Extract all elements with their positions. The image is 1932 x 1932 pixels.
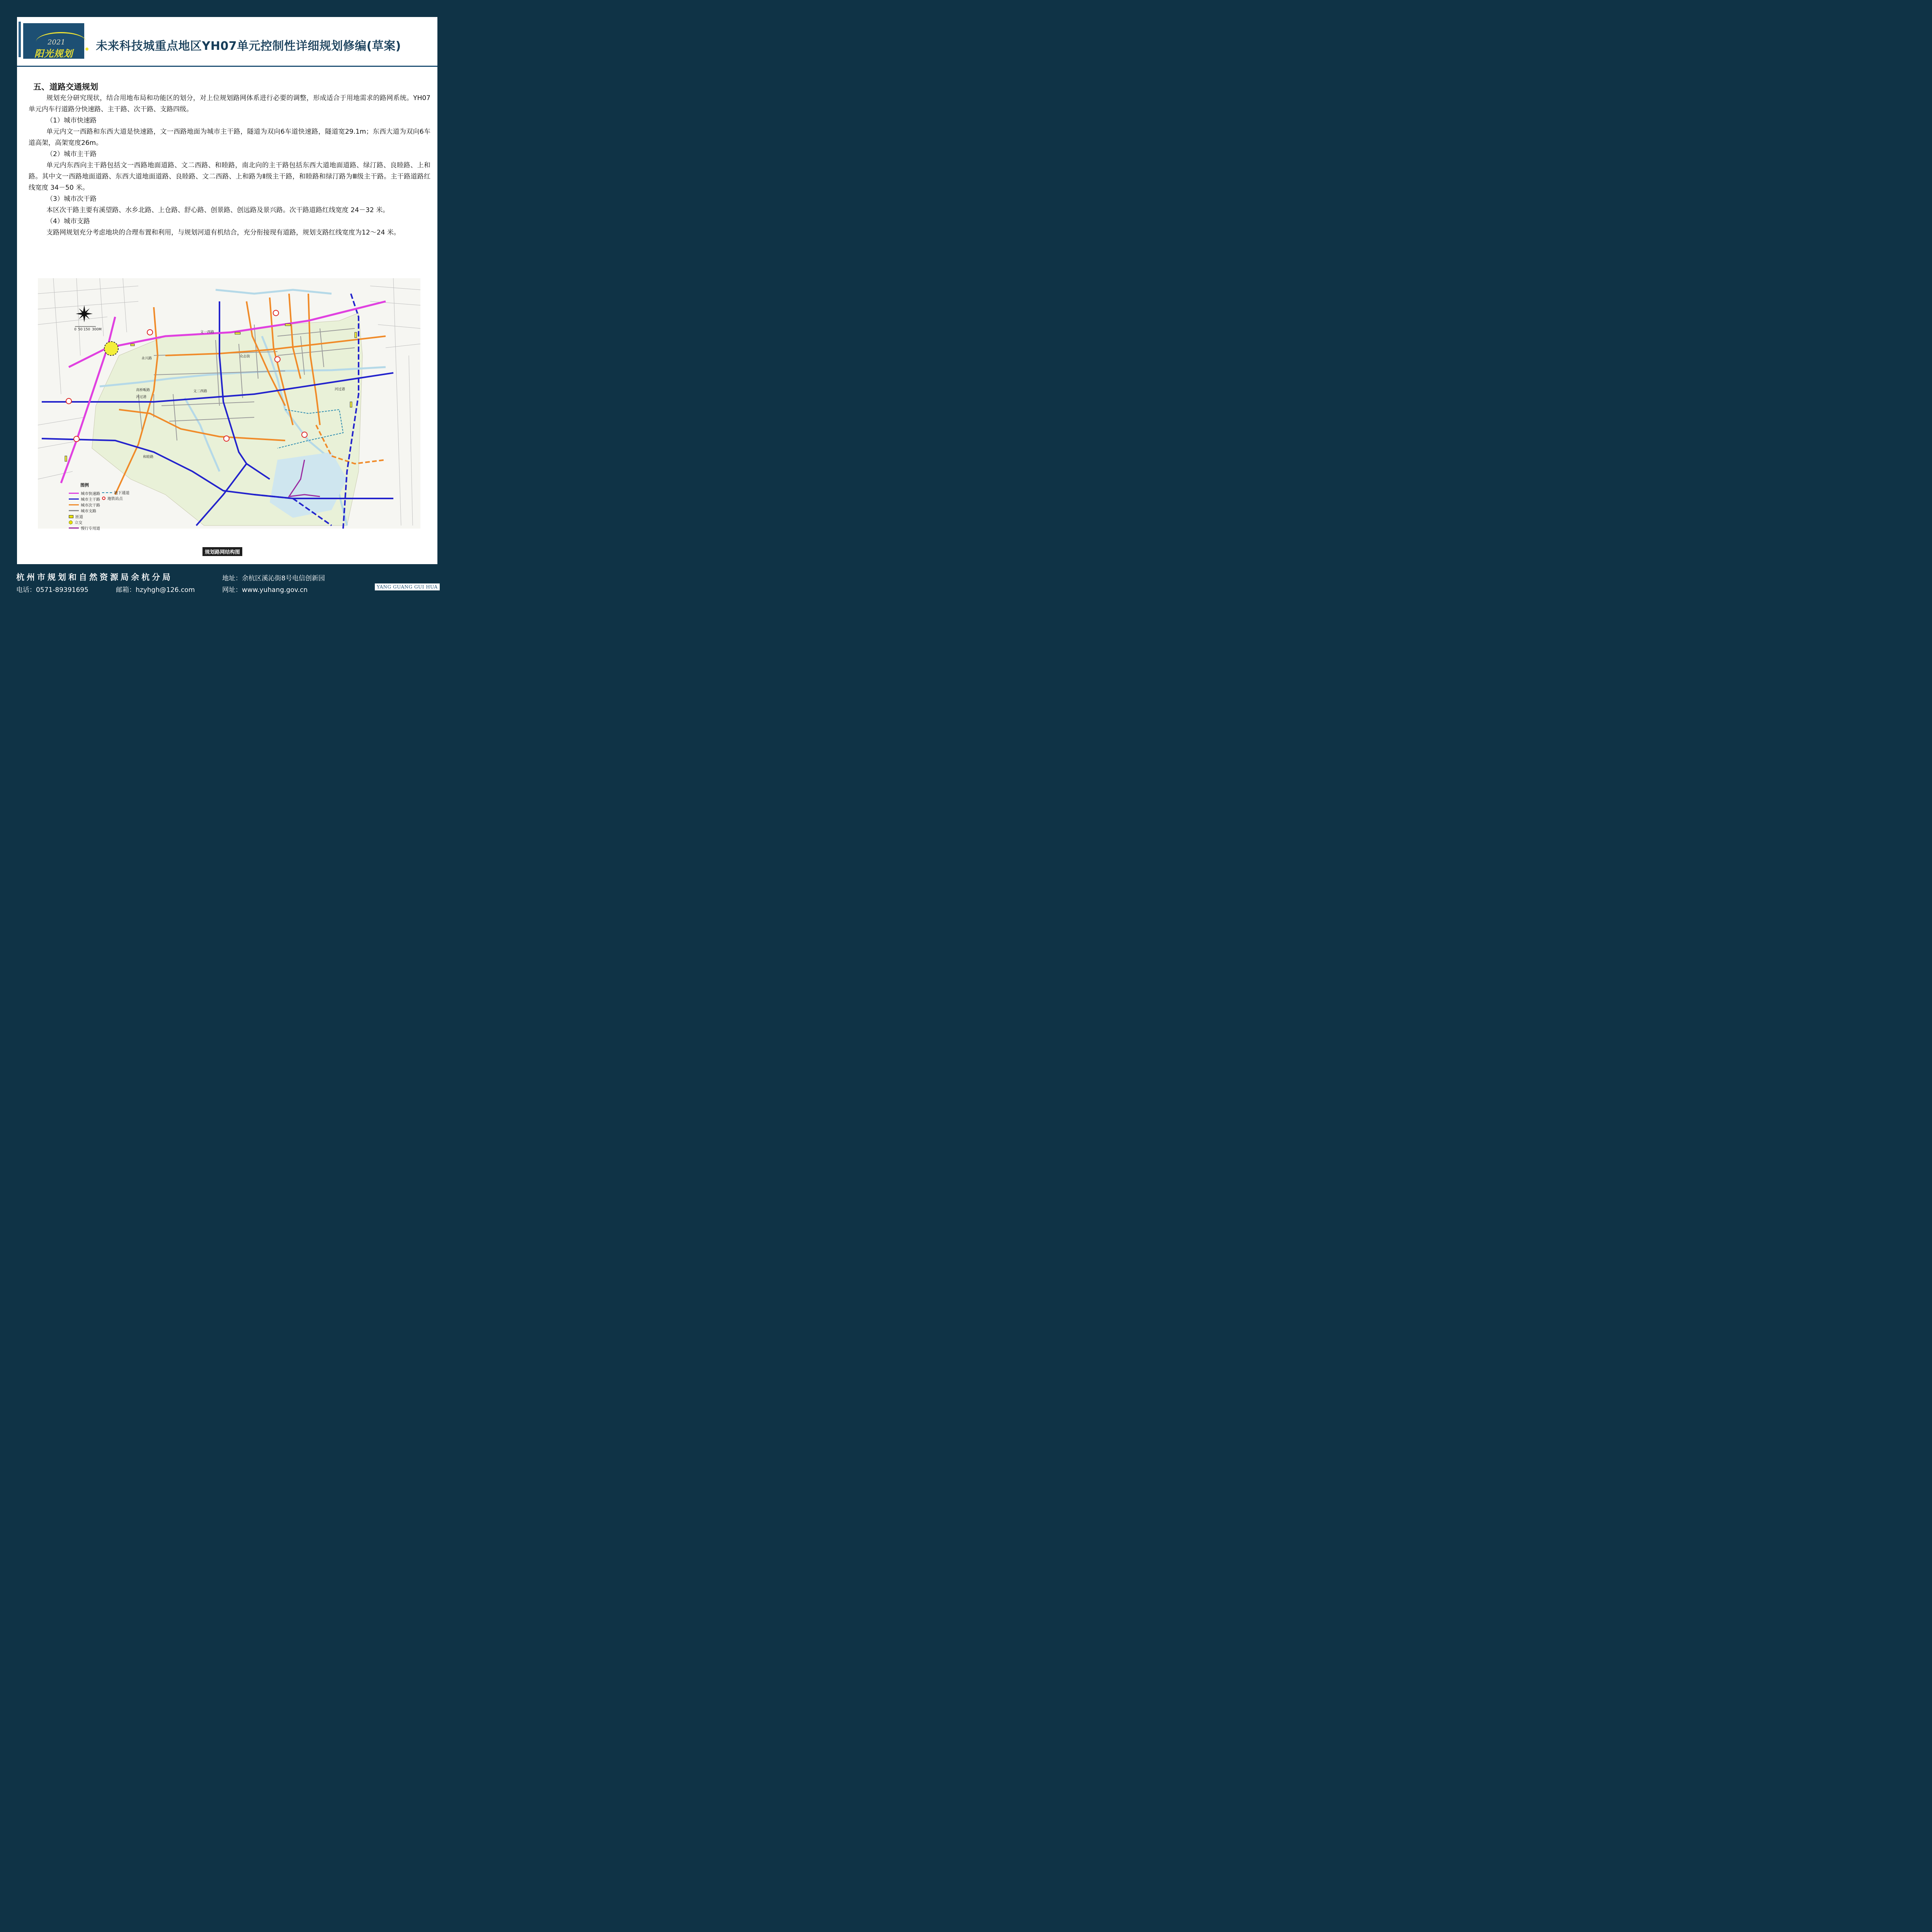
legend-label: 匝道 (75, 515, 83, 519)
body-text (29, 93, 430, 238)
scale-label: 300M (92, 328, 102, 332)
road-label: 和睦路 (143, 455, 154, 459)
organization-name: 杭州市规划和自然资源局余杭分局 (16, 573, 173, 582)
road-label: 高桥畈路 (136, 388, 150, 392)
scale-label: 150 (83, 328, 90, 332)
legend-title: 图例 (80, 483, 89, 488)
subheading: （4）城市支路 (46, 218, 90, 225)
scale-label: 50 (78, 328, 83, 332)
road-label: 文一西路 (200, 330, 214, 334)
footer (0, 564, 454, 605)
legend-label: 慢行专用道 (81, 527, 100, 531)
legend-item (69, 519, 134, 525)
logo-accent-bar (19, 22, 21, 57)
paragraph: 本区次干路主要有溪望路、水乡北路、上仓路、舒心路、创景路、创远路及景兴路。次干路道路红线宽度 24－32 米。 (46, 206, 389, 214)
website: 网址：www.yuhang.gov.cn (222, 586, 308, 594)
document-sheet (17, 17, 437, 564)
legend-label: 城市快速路 (81, 492, 100, 496)
logo (23, 23, 84, 59)
map-caption: 规划路网结构图 (202, 547, 242, 556)
phone: 电话：0571-89391695 (16, 586, 88, 594)
legend-label: 城市支路 (81, 509, 96, 514)
logo-year: 2021 (48, 38, 65, 46)
address: 地址：余杭区溪沁街8号电信创新园 (222, 575, 325, 582)
page-title: 未来科技城重点地区YH07单元控制性详细规划修编(草案) (96, 39, 401, 53)
brand-english: YANG GUANG GUI HUA (375, 583, 440, 590)
subheading: （2）城市主干路 (46, 150, 97, 158)
road-label: 众志街 (240, 355, 250, 359)
road-label: 河过港 (335, 388, 345, 391)
legend-column (102, 490, 129, 501)
subheading: （3）城市次干路 (46, 195, 97, 203)
paragraph: 支路网规划充分考虑地块的合理布置和利用，与规划河道有机结合，充分衔接现有道路，规划支路红线宽度为12～24 米。 (46, 229, 400, 236)
logo-text: 阳光规划 (34, 48, 73, 59)
paragraph: 单元内文一西路和东西大道是快速路，文一西路地面为城市主干路，隧道为双向6车道快速路，隧道宽29.1m；东西大道为双向6车道高架，高架宽度26m。 (29, 128, 430, 147)
map-legend (69, 482, 134, 531)
legend-item (69, 514, 134, 519)
email: 邮箱：hzyhgh@126.com (116, 586, 195, 594)
scale-label: 0 (74, 328, 77, 332)
legend-label: 地铁站点 (107, 497, 123, 501)
north-arrow-icon (76, 305, 93, 322)
road-network-map (38, 278, 420, 529)
paragraph: 单元内东西向主干路包括文一西路地面道路、文二西路、和睦路，南北向的主干路包括东西大道地面道路、绿汀路、良睦路、上和路。其中文一西路地面道路、东西大道地面道路、良睦路、文二西路、上和路为Ⅱ级主干路，和睦路和绿汀路为Ⅲ级主干路。主干路道路红线宽度 34－50 米。 (29, 162, 430, 192)
legend-item (69, 508, 134, 514)
legend-item (69, 525, 134, 531)
legend-label: 城市主干路 (81, 498, 100, 502)
section-title: 五、道路交通规划 (33, 82, 98, 92)
road-label: 河过港 (136, 395, 147, 399)
subheading: （1）城市快速路 (46, 117, 97, 124)
header-divider (17, 66, 437, 67)
interchange-icon (104, 342, 118, 355)
legend-label: 城市次干路 (81, 503, 100, 508)
legend-label: 地下通道 (114, 491, 129, 495)
road-label: 永兴路 (141, 357, 152, 361)
road-label: 文二西路 (193, 389, 207, 393)
logo-dot (85, 48, 88, 51)
legend-item (102, 495, 129, 501)
legend-item (102, 490, 129, 495)
header (17, 17, 437, 66)
legend-item (69, 502, 134, 508)
legend-label: 立交 (75, 521, 82, 525)
paragraph: 规划充分研究现状，结合用地布局和功能区的划分，对上位规划路网体系进行必要的调整，形成适合于用地需求的路网系统。YH07单元内车行道路分快速路、主干路、次干路、支路四级。 (29, 94, 430, 113)
